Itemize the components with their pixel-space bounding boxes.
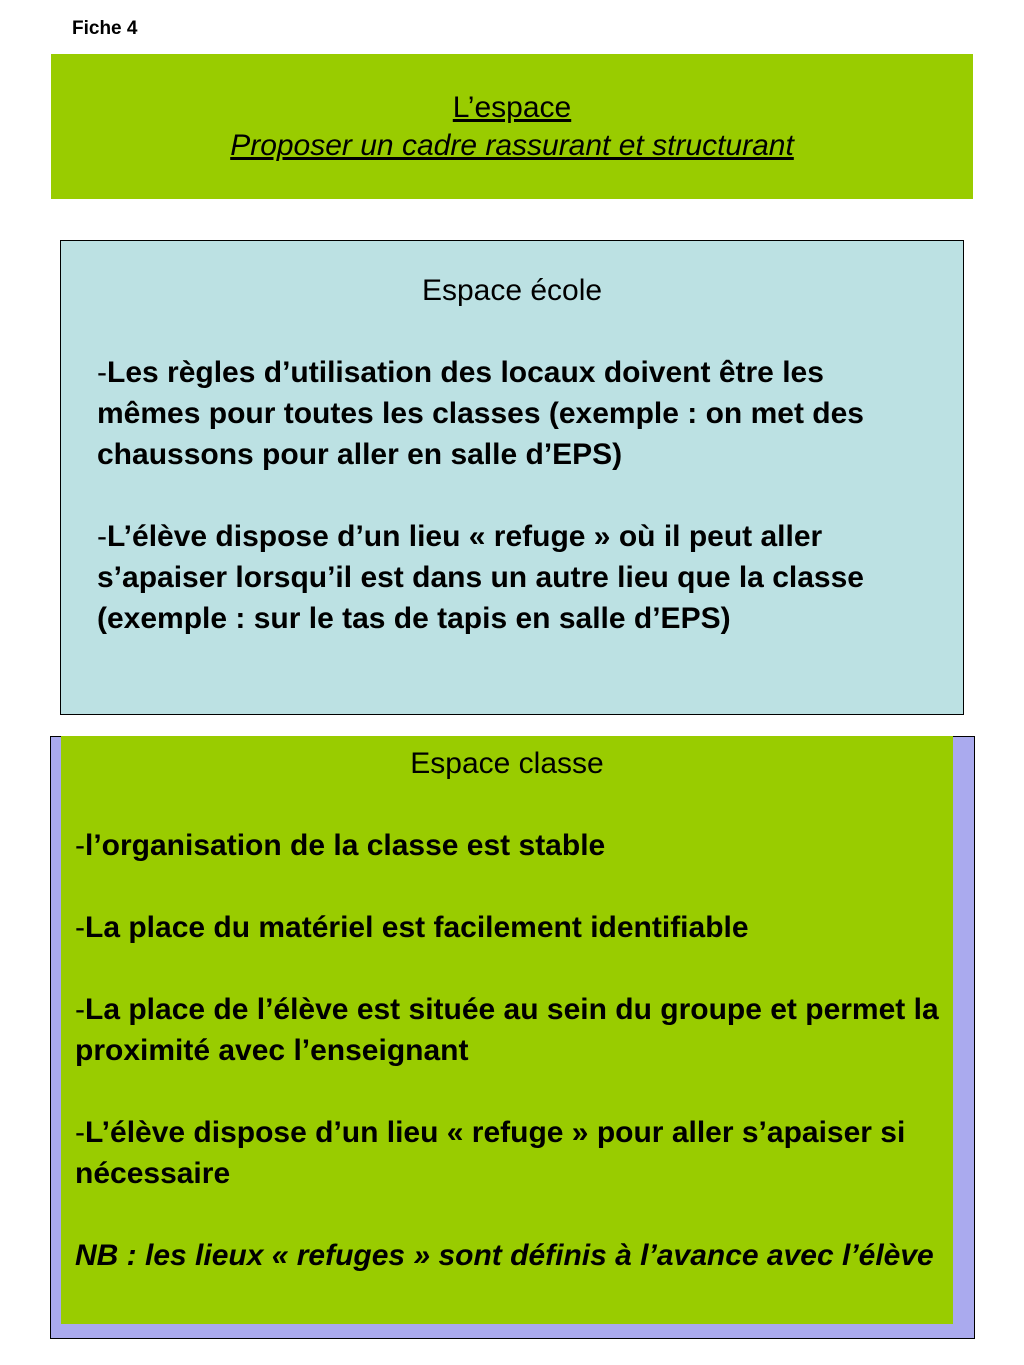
- item-dash: -: [75, 1116, 85, 1149]
- page-title: L’espace: [452, 91, 572, 124]
- item-text: La place de l’élève est située au sein du groupe et permet la proximité avec l’enseignant: [75, 993, 939, 1067]
- item-text: L’élève dispose d’un lieu « refuge » où il peut aller s’apaiser lorsqu’il est dans un autre lieu que la classe (exemple : sur le tas de tapis en salle d’EPS): [97, 520, 864, 635]
- title-banner: [51, 54, 973, 199]
- espace-classe-item: [75, 907, 939, 948]
- item-dash: -: [97, 356, 107, 389]
- item-text: L’élève dispose d’un lieu « refuge » pour aller s’apaiser si nécessaire: [75, 1116, 906, 1190]
- espace-classe-item: [75, 1112, 939, 1194]
- item-text: l’organisation de la classe est stable: [85, 829, 606, 862]
- item-dash: -: [97, 520, 107, 553]
- fiche-label: Fiche 4: [72, 18, 138, 39]
- page-subtitle: Proposer un cadre rassurant et structurant: [230, 129, 794, 162]
- espace-classe-heading: Espace classe: [410, 747, 604, 780]
- item-dash: -: [75, 911, 85, 944]
- espace-classe-item: [75, 825, 939, 866]
- espace-ecole-heading: Espace école: [421, 274, 603, 307]
- espace-ecole-box: [60, 240, 964, 715]
- espace-classe-item: [75, 989, 939, 1071]
- item-text: La place du matériel est facilement identifiable: [85, 911, 749, 944]
- item-text: Les règles d’utilisation des locaux doivent être les mêmes pour toutes les classes (exemple : on met des chaussons pour aller en salle d’EPS): [97, 356, 864, 471]
- item-dash: -: [75, 993, 85, 1026]
- espace-ecole-item: [97, 352, 927, 475]
- item-dash: -: [75, 829, 85, 862]
- espace-classe-box: [61, 736, 953, 1324]
- nb-note: NB : les lieux « refuges » sont définis à l’avance avec l’élève: [75, 1239, 934, 1272]
- espace-ecole-item: [97, 516, 927, 639]
